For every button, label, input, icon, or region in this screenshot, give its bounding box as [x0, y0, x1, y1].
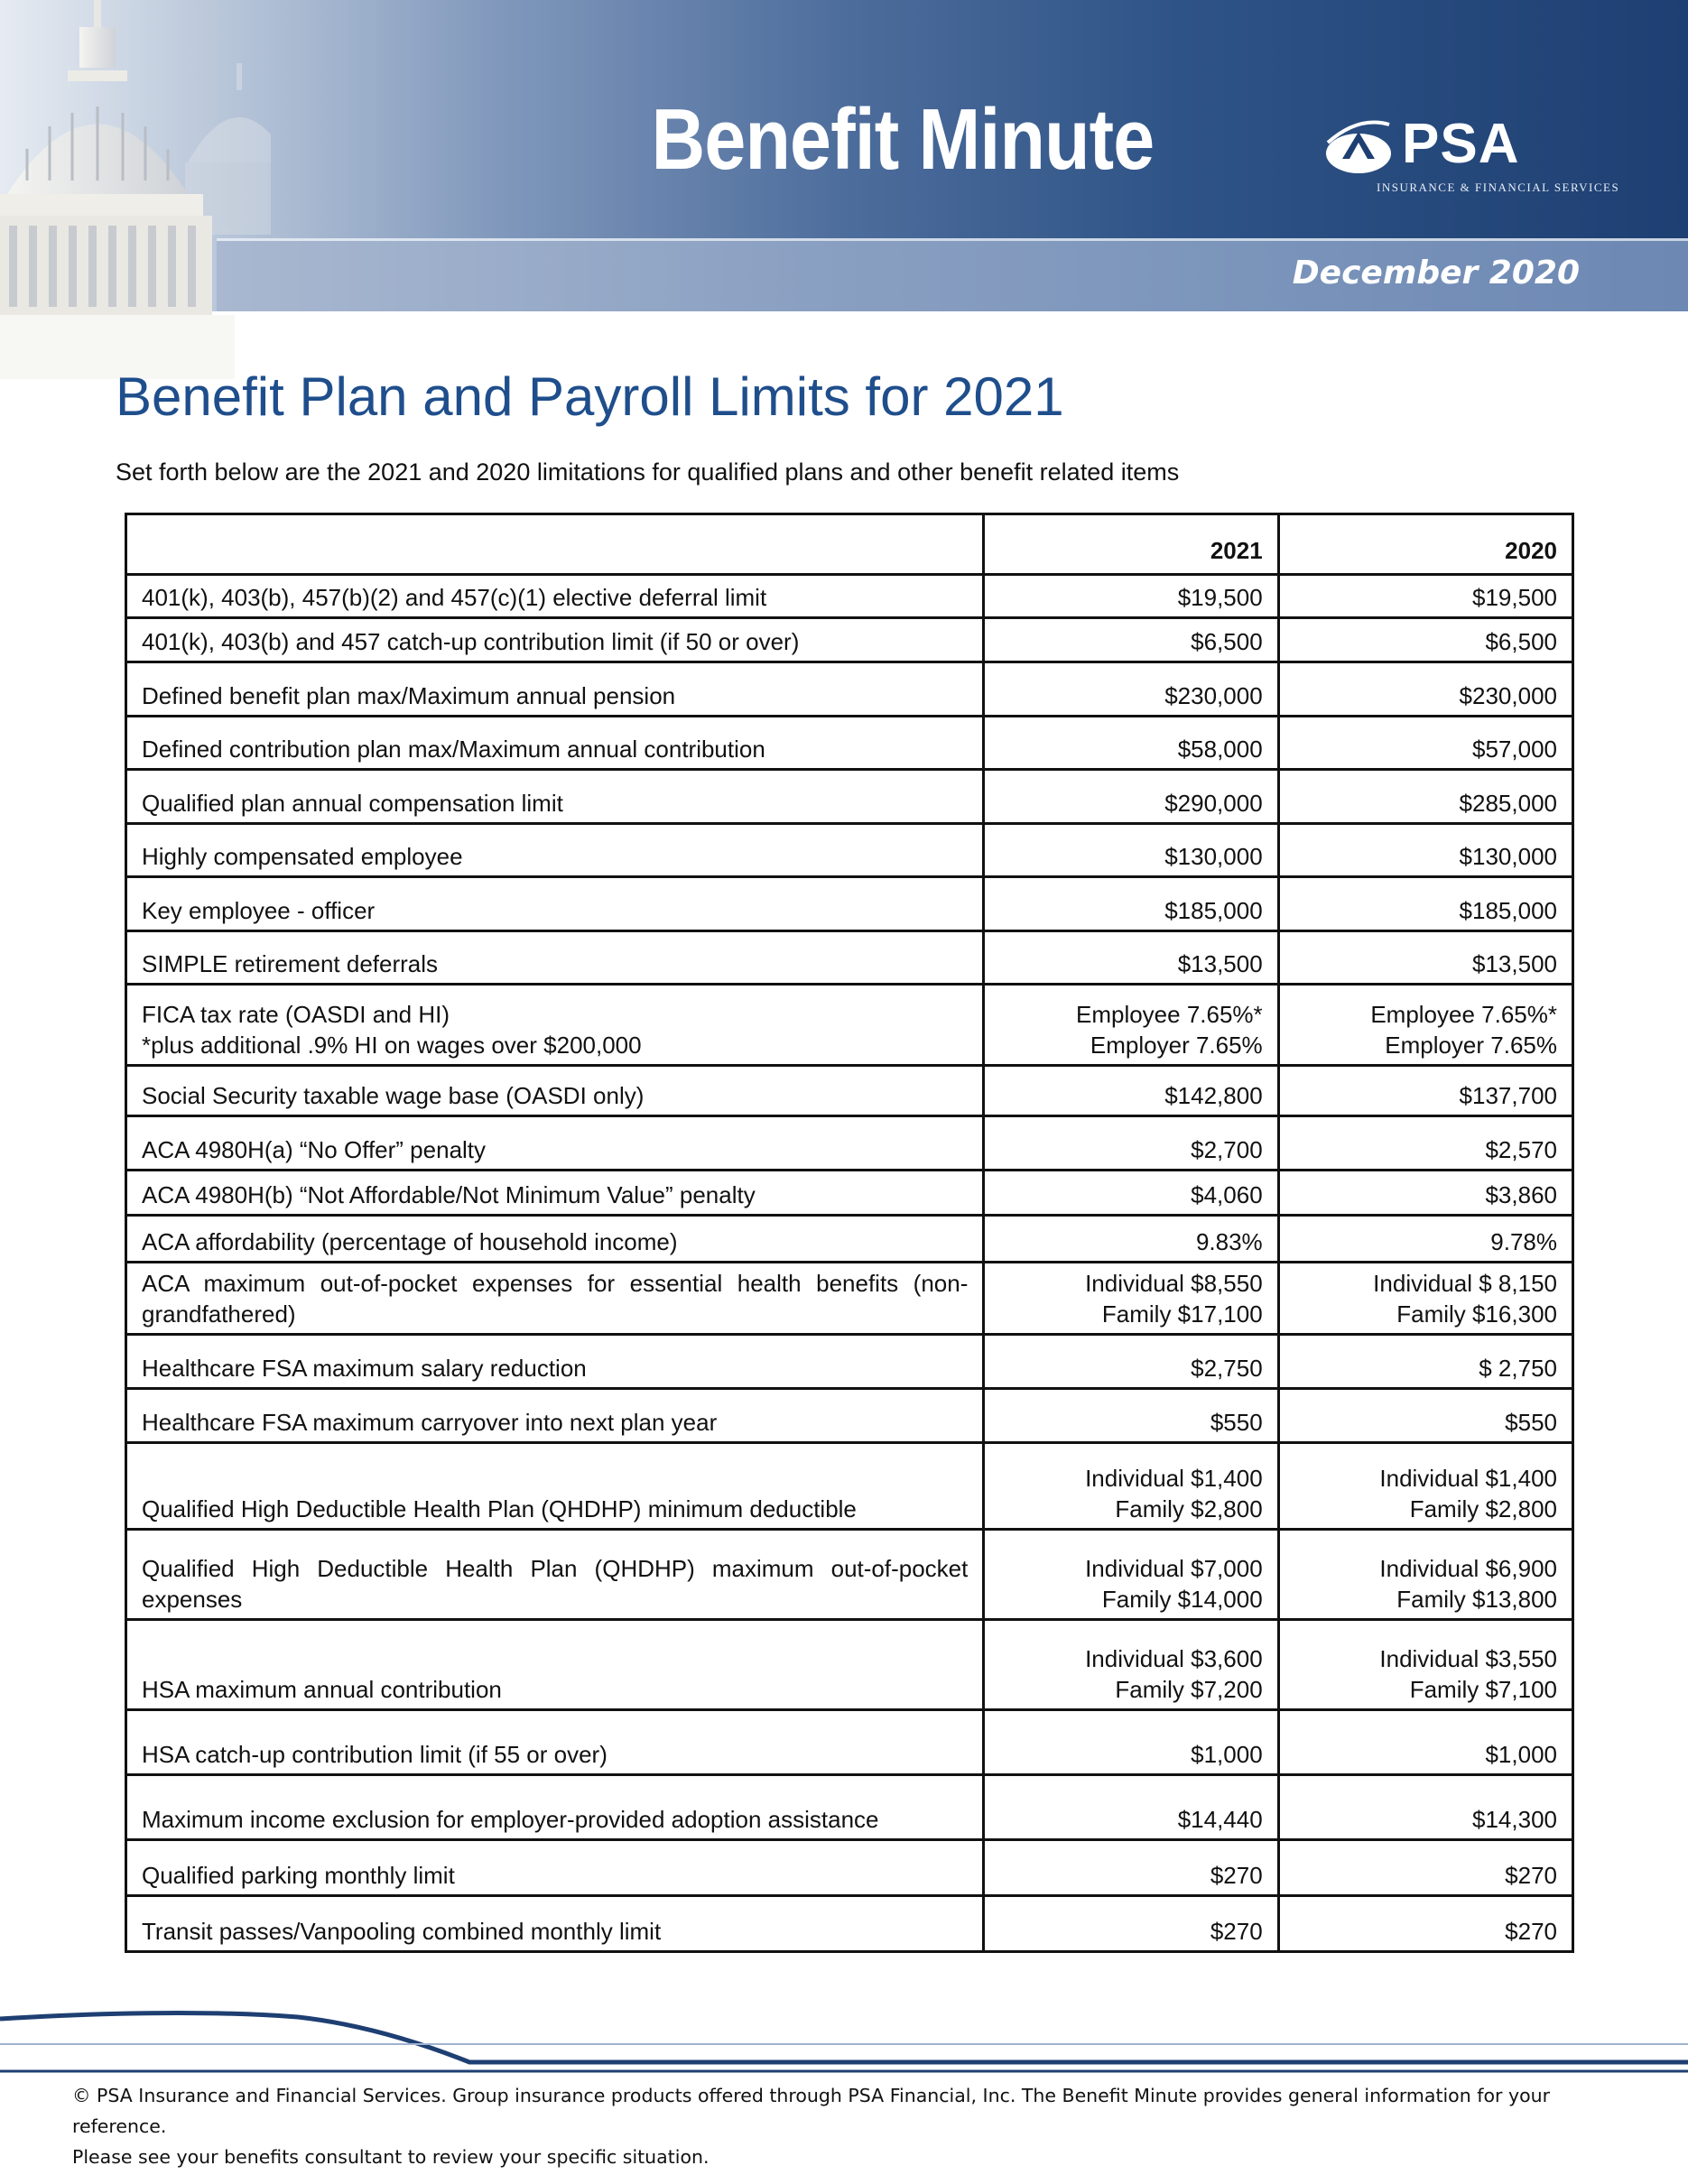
logo-tagline: INSURANCE & FINANCIAL SERVICES — [1377, 180, 1620, 194]
value-2021-line: Family $7,200 — [1115, 1676, 1263, 1703]
value-2020-line: Family $16,300 — [1396, 1300, 1557, 1328]
value-2021 — [984, 931, 1278, 985]
value-2020-line: $2,570 — [1485, 1136, 1557, 1163]
table-row — [126, 1066, 1573, 1116]
value-2021-line: $2,700 — [1191, 1136, 1263, 1163]
page-title: Benefit Plan and Payroll Limits for 2021 — [116, 366, 1064, 427]
value-2021 — [984, 1620, 1278, 1710]
table-row — [126, 824, 1573, 877]
footer-disclaimer — [72, 2080, 1643, 2172]
row-label — [126, 1263, 984, 1335]
value-2020-line: $270 — [1505, 1918, 1557, 1945]
row-label — [126, 877, 984, 931]
value-2020-line: Individual $3,550 — [1379, 1645, 1557, 1672]
banner-divider — [217, 238, 1688, 241]
value-2020-line: $137,700 — [1459, 1082, 1557, 1109]
value-2020 — [1278, 618, 1572, 662]
value-2020 — [1278, 1896, 1572, 1952]
table-row — [126, 1263, 1573, 1335]
value-2021 — [984, 1335, 1278, 1389]
row-label-line: ACA affordability (percentage of household income) — [142, 1228, 678, 1255]
issue-date: December 2020 — [1292, 254, 1580, 292]
value-2021-line: $230,000 — [1164, 682, 1263, 709]
value-2021-line: $58,000 — [1177, 736, 1263, 763]
table-row — [126, 618, 1573, 662]
row-label-line: Qualified plan annual compensation limit — [142, 790, 563, 817]
row-label-line: 401(k), 403(b), 457(b)(2) and 457(c)(1) elective deferral limit — [142, 584, 767, 611]
value-2021 — [984, 1171, 1278, 1216]
row-label-line: ACA 4980H(b) “Not Affordable/Not Minimum Value” penalty — [142, 1181, 756, 1208]
value-2020 — [1278, 1775, 1572, 1840]
value-2021 — [984, 1896, 1278, 1952]
row-label-line: SIMPLE retirement deferrals — [142, 950, 439, 977]
value-2020 — [1278, 1263, 1572, 1335]
row-label-line: Maximum income exclusion for employer-provided adoption assistance — [142, 1806, 879, 1833]
value-2020-line: Individual $6,900 — [1379, 1555, 1557, 1582]
table-row — [126, 1171, 1573, 1216]
value-2021 — [984, 1840, 1278, 1896]
row-label-line: Qualified High Deductible Health Plan (QHDHP) minimum deductible — [142, 1495, 857, 1522]
row-label — [126, 770, 984, 824]
value-2021-line: $185,000 — [1164, 897, 1263, 924]
row-label-line: Highly compensated employee — [142, 843, 463, 870]
value-2020-line: $14,300 — [1472, 1806, 1557, 1833]
value-2020 — [1278, 1710, 1572, 1775]
row-label-line: ACA 4980H(a) “No Offer” penalty — [142, 1136, 487, 1163]
row-label — [126, 1171, 984, 1216]
table-row — [126, 1389, 1573, 1443]
value-2020-line: Individual $1,400 — [1379, 1465, 1557, 1492]
value-2020 — [1278, 717, 1572, 770]
value-2021-line: $550 — [1210, 1409, 1263, 1436]
value-2020 — [1278, 1335, 1572, 1389]
row-label-text: ACA maximum out-of-pocket expenses for essential health benefits (non-grandfathered) — [142, 1270, 969, 1328]
value-2020 — [1278, 1443, 1572, 1530]
value-2021 — [984, 1443, 1278, 1530]
value-2021-line: Individual $8,550 — [1085, 1270, 1263, 1297]
value-2021-line: $4,060 — [1191, 1181, 1263, 1208]
value-2021 — [984, 1710, 1278, 1775]
table-row — [126, 931, 1573, 985]
table-body — [126, 575, 1573, 1952]
row-label-line: Defined contribution plan max/Maximum annual contribution — [142, 736, 765, 763]
row-label-line: 401(k), 403(b) and 457 catch-up contribution limit (if 50 or over) — [142, 628, 800, 655]
value-2021-line: $1,000 — [1191, 1741, 1263, 1768]
table-row — [126, 1896, 1573, 1952]
value-2021-line: Employee 7.65%* — [1075, 1001, 1263, 1028]
newsletter-title: Benefit Minute — [651, 91, 1155, 188]
value-2021-line: $142,800 — [1164, 1082, 1263, 1109]
capitol-dome-icon — [0, 0, 271, 379]
header-cell-label — [126, 514, 984, 575]
value-2020 — [1278, 662, 1572, 717]
value-2020-line: $130,000 — [1459, 843, 1557, 870]
row-label — [126, 1530, 984, 1620]
table-row — [126, 1775, 1573, 1840]
value-2020-line: Individual $ 8,150 — [1373, 1270, 1557, 1297]
value-2021-line: Individual $1,400 — [1085, 1465, 1263, 1492]
value-2021 — [984, 877, 1278, 931]
value-2021-line: $270 — [1210, 1918, 1263, 1945]
value-2021-line: $6,500 — [1191, 628, 1263, 655]
row-label — [126, 985, 984, 1066]
row-label — [126, 618, 984, 662]
value-2021 — [984, 1263, 1278, 1335]
value-2021-line: $13,500 — [1177, 950, 1263, 977]
row-label-line: Social Security taxable wage base (OASDI only) — [142, 1082, 645, 1109]
value-2021 — [984, 1775, 1278, 1840]
value-2020-line: $550 — [1505, 1409, 1557, 1436]
table-row — [126, 877, 1573, 931]
value-2020 — [1278, 1216, 1572, 1263]
value-2021-line: Family $17,100 — [1101, 1300, 1263, 1328]
row-label-line: Healthcare FSA maximum carryover into next plan year — [142, 1409, 718, 1436]
value-2020-line: $57,000 — [1472, 736, 1557, 763]
row-label-line: Defined benefit plan max/Maximum annual pension — [142, 682, 676, 709]
footer-line-1: © PSA Insurance and Financial Services. Group insurance products offered through PSA Financial, Inc. The Benefit Minute provides general information for your reference. — [72, 2085, 1551, 2137]
value-2021-line: $290,000 — [1164, 790, 1263, 817]
value-2021-line: Family $14,000 — [1101, 1586, 1263, 1613]
value-2021 — [984, 1216, 1278, 1263]
value-2020-line: $230,000 — [1459, 682, 1557, 709]
row-label — [126, 1840, 984, 1896]
row-label — [126, 1335, 984, 1389]
limits-table — [125, 513, 1574, 1953]
row-label-line: *plus additional .9% HI on wages over $200,000 — [142, 1032, 642, 1059]
value-2021 — [984, 618, 1278, 662]
row-label — [126, 1710, 984, 1775]
value-2020 — [1278, 824, 1572, 877]
value-2021-line: Individual $7,000 — [1085, 1555, 1263, 1582]
value-2021 — [984, 575, 1278, 618]
value-2020 — [1278, 877, 1572, 931]
footer-wave-divider — [0, 2008, 1688, 2080]
row-label — [126, 662, 984, 717]
value-2020-line: Employer 7.65% — [1385, 1032, 1557, 1059]
table-row — [126, 662, 1573, 717]
value-2021 — [984, 985, 1278, 1066]
table-row — [126, 1620, 1573, 1710]
table-row — [126, 1216, 1573, 1263]
psa-logo-icon — [1322, 116, 1395, 179]
value-2020 — [1278, 985, 1572, 1066]
row-label-line: Transit passes/Vanpooling combined monthly limit — [142, 1918, 662, 1945]
value-2020-line: $19,500 — [1472, 584, 1557, 611]
value-2020-line: $ 2,750 — [1479, 1355, 1557, 1382]
value-2020-line: $6,500 — [1485, 628, 1557, 655]
row-label — [126, 575, 984, 618]
value-2021 — [984, 824, 1278, 877]
value-2021-line: $2,750 — [1191, 1355, 1263, 1382]
value-2021-line: $130,000 — [1164, 843, 1263, 870]
row-label — [126, 1066, 984, 1116]
value-2021-line: 9.83% — [1195, 1228, 1263, 1255]
value-2021 — [984, 1389, 1278, 1443]
value-2020-line: Employee 7.65%* — [1370, 1001, 1557, 1028]
table-row — [126, 1335, 1573, 1389]
row-label — [126, 717, 984, 770]
intro-text: Set forth below are the 2021 and 2020 limitations for qualified plans and other benefit related items — [116, 458, 1180, 486]
value-2020 — [1278, 575, 1572, 618]
row-label-line: Qualified parking monthly limit — [142, 1862, 455, 1889]
table-row — [126, 1116, 1573, 1171]
value-2020 — [1278, 1171, 1572, 1216]
value-2020 — [1278, 1530, 1572, 1620]
value-2020-line: Family $2,800 — [1409, 1495, 1557, 1522]
row-label-line: Healthcare FSA maximum salary reduction — [142, 1355, 587, 1382]
value-2021-line: $14,440 — [1177, 1806, 1263, 1833]
row-label-line: FICA tax rate (OASDI and HI) — [142, 1001, 450, 1028]
row-label — [126, 824, 984, 877]
value-2021 — [984, 770, 1278, 824]
value-2020 — [1278, 1116, 1572, 1171]
value-2020-line: 9.78% — [1490, 1228, 1557, 1255]
row-label — [126, 931, 984, 985]
value-2021-line: Family $2,800 — [1115, 1495, 1263, 1522]
value-2021 — [984, 662, 1278, 717]
logo-name: PSA — [1402, 113, 1520, 175]
value-2020-line: $1,000 — [1485, 1741, 1557, 1768]
header-cell-2021: 2021 — [984, 514, 1278, 575]
row-label — [126, 1775, 984, 1840]
value-2020-line: $13,500 — [1472, 950, 1557, 977]
value-2020 — [1278, 931, 1572, 985]
psa-logo — [1322, 106, 1620, 197]
table-row — [126, 1840, 1573, 1896]
value-2020 — [1278, 1066, 1572, 1116]
row-label — [126, 1443, 984, 1530]
value-2020 — [1278, 1389, 1572, 1443]
value-2021-line: $270 — [1210, 1862, 1263, 1889]
value-2021 — [984, 1116, 1278, 1171]
row-label — [126, 1116, 984, 1171]
value-2021 — [984, 717, 1278, 770]
value-2021-line: Employer 7.65% — [1090, 1032, 1263, 1059]
row-label-text: Qualified High Deductible Health Plan (QHDHP) maximum out-of-pocket expenses — [142, 1555, 969, 1613]
row-label-line: HSA maximum annual contribution — [142, 1676, 502, 1703]
value-2021-line: $19,500 — [1177, 584, 1263, 611]
value-2021 — [984, 1530, 1278, 1620]
row-label-line: HSA catch-up contribution limit (if 55 or over) — [142, 1741, 607, 1768]
row-label — [126, 1620, 984, 1710]
value-2021-line: Individual $3,600 — [1085, 1645, 1263, 1672]
value-2020-line: Family $13,800 — [1396, 1586, 1557, 1613]
table-row — [126, 575, 1573, 618]
row-label — [126, 1216, 984, 1263]
value-2020-line: $185,000 — [1459, 897, 1557, 924]
row-label — [126, 1896, 984, 1952]
row-label-line: Key employee - officer — [142, 897, 376, 924]
value-2020-line: $270 — [1505, 1862, 1557, 1889]
table-row — [126, 1710, 1573, 1775]
value-2021 — [984, 1066, 1278, 1116]
table-row — [126, 985, 1573, 1066]
table-row — [126, 717, 1573, 770]
table-header-row — [126, 514, 1573, 575]
value-2020-line: $285,000 — [1459, 790, 1557, 817]
header-cell-2020: 2020 — [1278, 514, 1572, 575]
value-2020-line: $3,860 — [1485, 1181, 1557, 1208]
table-row — [126, 770, 1573, 824]
row-label — [126, 1389, 984, 1443]
value-2020 — [1278, 1840, 1572, 1896]
table-row — [126, 1530, 1573, 1620]
footer-line-2: Please see your benefits consultant to review your specific situation. — [72, 2146, 710, 2168]
value-2020 — [1278, 770, 1572, 824]
table-row — [126, 1443, 1573, 1530]
value-2020 — [1278, 1620, 1572, 1710]
value-2020-line: Family $7,100 — [1409, 1676, 1557, 1703]
